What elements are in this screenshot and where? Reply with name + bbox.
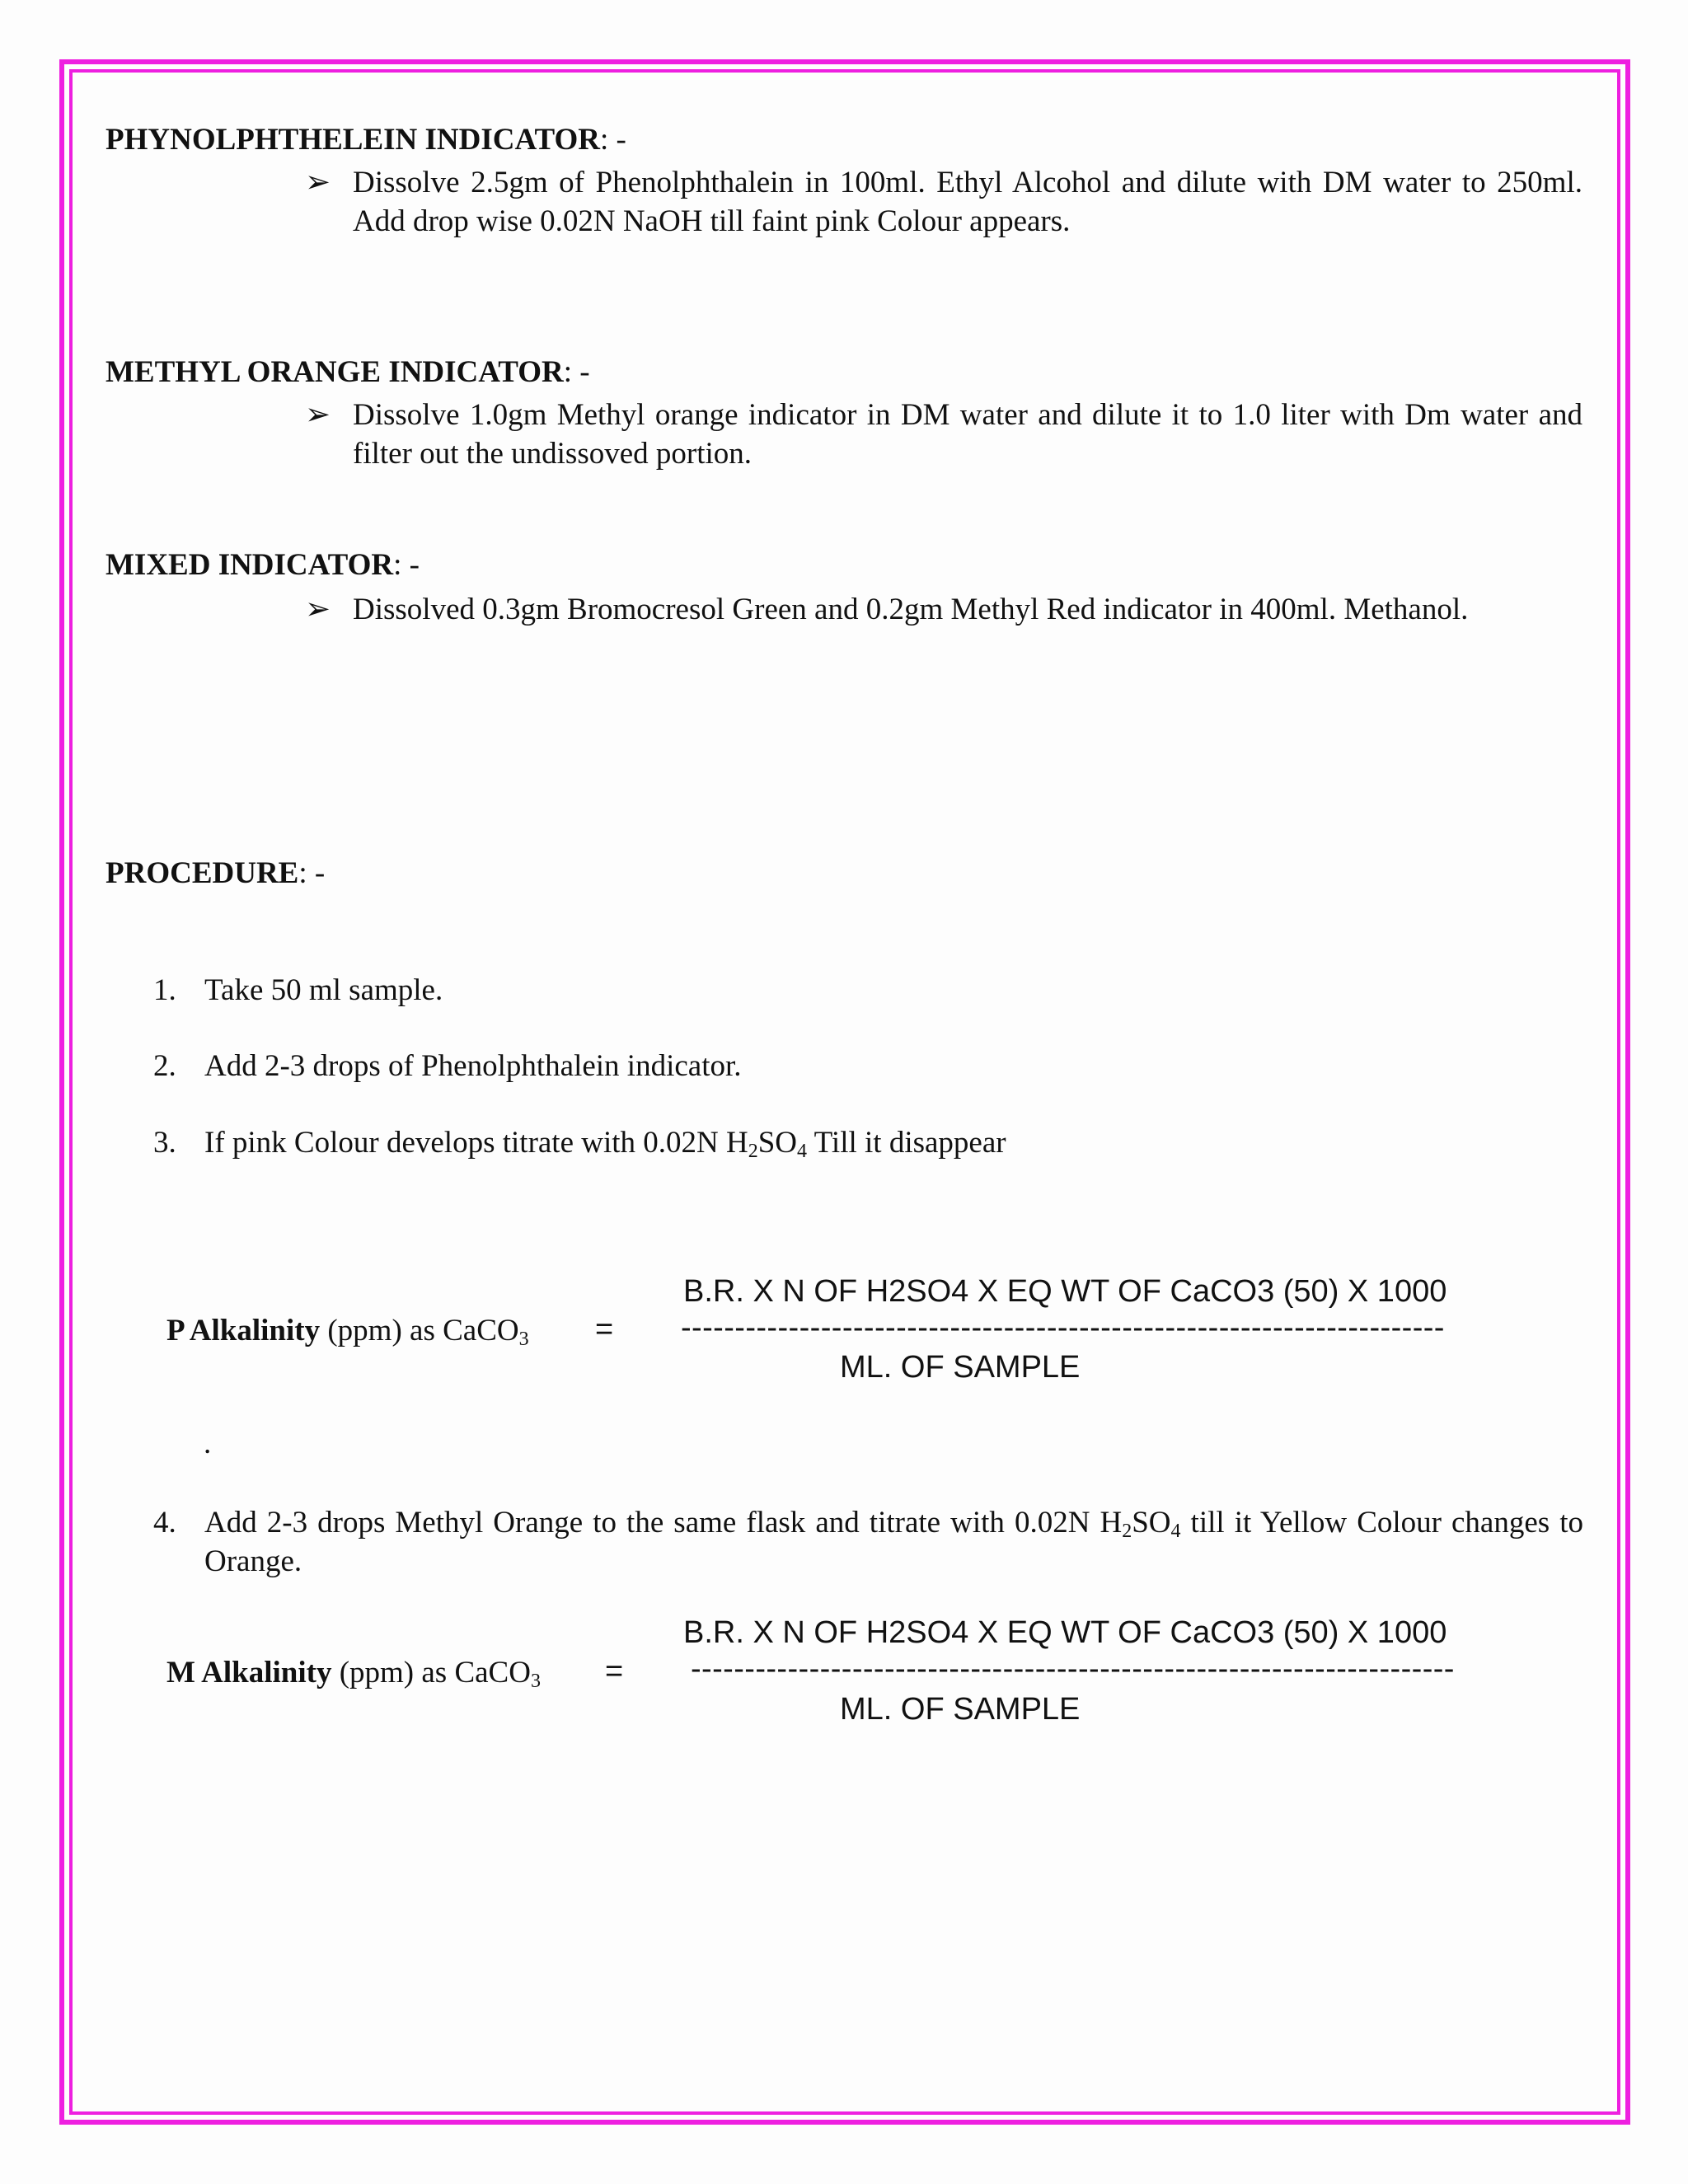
procedure-step-4 (153, 1503, 1583, 1581)
procedure-step-1 (153, 971, 1583, 1010)
bullet-text: Dissolve 1.0gm Methyl orange indicator in DM water and dilute it to 1.0 liter with Dm water and filter out the undissoved portion. (353, 398, 1582, 471)
methyl-orange-bullet (305, 396, 1582, 473)
procedure-step-3 (153, 1123, 1583, 1162)
heading-text: PHYNOLPHTHELEIN INDICATOR (106, 123, 600, 157)
subscript: 3 (518, 1329, 529, 1350)
subscript: 4 (1170, 1521, 1181, 1542)
p-alkalinity-label (166, 1313, 529, 1348)
step-text-part: Add 2-3 drops Methyl Orange to the same flask and titrate with 0.02N H (204, 1506, 1123, 1540)
step-text (204, 1503, 1583, 1581)
step-text-part: SO (1132, 1506, 1171, 1540)
step-text-part: SO (757, 1126, 798, 1160)
label-rest: (ppm) as CaCO (320, 1314, 519, 1347)
label-bold: P Alkalinity (166, 1314, 321, 1347)
bullet-text: Dissolve 2.5gm of Phenolphthalein in 100ml. Ethyl Alcohol and dilute with DM water to 250ml. Add drop wise 0.02N NaOH till faint pink Colour appears. (353, 166, 1582, 238)
m-alkalinity-label (166, 1655, 541, 1690)
phenolphthalein-heading (106, 122, 626, 157)
p-formula-fraction-bar: ----------------------------------------------------------------------- (681, 1310, 1445, 1345)
heading-text: MIXED INDICATOR (106, 548, 394, 582)
step-number: 1. (153, 973, 176, 1007)
arrow-bullet-icon: ➢ (305, 398, 331, 432)
step-text: Take 50 ml sample. (204, 973, 443, 1007)
heading-text: PROCEDURE (106, 856, 299, 890)
label-rest: (ppm) as CaCO (331, 1656, 531, 1690)
p-formula-numerator: B.R. X N OF H2SO4 X EQ WT OF CaCO3 (50) X 1000 (683, 1274, 1447, 1309)
subscript: 2 (1122, 1521, 1132, 1542)
step-text-part: If pink Colour develops titrate with 0.02N H (204, 1126, 748, 1160)
procedure-heading (106, 855, 325, 891)
label-bold: M Alkalinity (166, 1656, 332, 1690)
step-text (204, 1123, 1583, 1162)
step-text: Add 2-3 drops of Phenolphthalein indicator. (204, 1049, 742, 1083)
step-text-part: till it Yellow Colour changes to Orange. (204, 1506, 1584, 1578)
arrow-bullet-icon: ➢ (305, 593, 331, 626)
methyl-orange-heading (106, 354, 590, 390)
m-formula-denominator: ML. OF SAMPLE (840, 1692, 1081, 1727)
step-text-part: Till it disappear (807, 1126, 1006, 1160)
equals-sign: = (605, 1654, 624, 1689)
procedure-step-2 (153, 1047, 1583, 1085)
phenolphthalein-bullet (305, 163, 1582, 241)
m-formula-numerator: B.R. X N OF H2SO4 X EQ WT OF CaCO3 (50) X 1000 (683, 1615, 1447, 1650)
heading-suffix: : - (599, 123, 626, 157)
step-number: 4. (153, 1506, 176, 1540)
mixed-indicator-heading (106, 547, 420, 583)
subscript: 4 (797, 1141, 808, 1162)
heading-suffix: : - (393, 548, 420, 582)
stray-dot: . (204, 1427, 212, 1460)
step-number: 2. (153, 1049, 176, 1083)
p-formula-denominator: ML. OF SAMPLE (840, 1350, 1081, 1385)
step-number: 3. (153, 1126, 176, 1160)
bullet-text: Dissolved 0.3gm Bromocresol Green and 0.2gm Methyl Red indicator in 400ml. Methanol. (353, 593, 1469, 626)
heading-suffix: : - (298, 856, 326, 890)
subscript: 2 (748, 1141, 758, 1162)
m-formula-fraction-bar: ----------------------------------------------------------------------- (691, 1652, 1455, 1686)
subscript: 3 (530, 1671, 541, 1692)
equals-sign: = (595, 1312, 614, 1347)
mixed-indicator-bullet (305, 590, 1582, 629)
heading-text: METHYL ORANGE INDICATOR (106, 355, 564, 389)
heading-suffix: : - (563, 355, 590, 389)
arrow-bullet-icon: ➢ (305, 166, 331, 199)
